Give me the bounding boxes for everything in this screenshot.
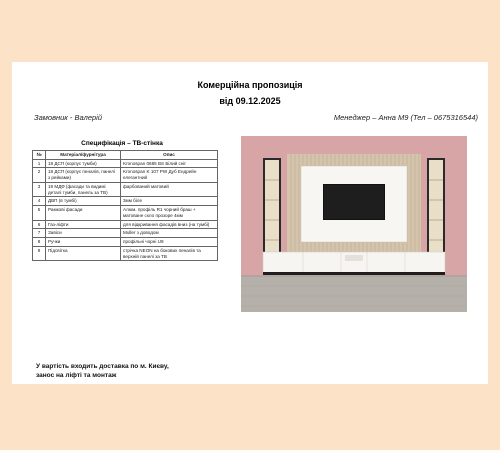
delivery-note-line2: занос на ліфті та монтаж bbox=[36, 372, 117, 380]
row-material: Завіси bbox=[46, 229, 121, 238]
row-number: 9 bbox=[33, 246, 46, 260]
row-material: 18 ДСП (корпус тумби) bbox=[46, 159, 121, 168]
row-number: 2 bbox=[33, 168, 46, 182]
row-material: Підсвітка bbox=[46, 246, 121, 260]
col-description: Опис bbox=[121, 151, 218, 160]
client-name: Замовник - Валерій bbox=[34, 113, 103, 122]
table-row bbox=[33, 168, 218, 182]
row-description: стрічка NEON на бокових пеналів та верхній панелі за ТВ bbox=[121, 246, 218, 260]
table-row bbox=[33, 182, 218, 196]
delivery-note bbox=[36, 362, 169, 381]
table-row bbox=[33, 220, 218, 229]
spec-header-row bbox=[33, 151, 218, 160]
row-description: профільні чорні U9 bbox=[121, 238, 218, 247]
proposal-page bbox=[12, 62, 488, 384]
table-row bbox=[33, 159, 218, 168]
row-number: 6 bbox=[33, 220, 46, 229]
row-description: Алюм. профіль R1 чорний браш + матоване скло прозоре 4мм bbox=[121, 206, 218, 220]
table-row bbox=[33, 238, 218, 247]
floor bbox=[241, 276, 467, 312]
row-description: 3мм біле bbox=[121, 197, 218, 206]
row-description: для відкривання фасадів вниз (на тумбі) bbox=[121, 220, 218, 229]
row-description: Kronospan 0685 BS Білий сніг bbox=[121, 159, 218, 168]
row-material: ДВП (в тумбі) bbox=[46, 197, 121, 206]
row-number: 8 bbox=[33, 238, 46, 247]
row-number: 7 bbox=[33, 229, 46, 238]
row-description: Kronospan K 107 PW Дуб Ендрейн елегантний bbox=[121, 168, 218, 182]
table-row bbox=[33, 246, 218, 260]
tv-wall-render bbox=[241, 136, 467, 312]
row-material: 18 ДСП (корпус пеналів, панелі з рейками) bbox=[46, 168, 121, 182]
row-number: 3 bbox=[33, 182, 46, 196]
table-row bbox=[33, 197, 218, 206]
spec-title: Специфікація – ТВ-стінка bbox=[81, 140, 163, 147]
row-description: фарбований матовий bbox=[121, 182, 218, 196]
row-material: Рамкові фасади bbox=[46, 206, 121, 220]
document-date: від 09.12.2025 bbox=[219, 96, 281, 106]
col-number: № bbox=[33, 151, 46, 160]
row-number: 4 bbox=[33, 197, 46, 206]
row-material: Ручки bbox=[46, 238, 121, 247]
row-number: 1 bbox=[33, 159, 46, 168]
col-material: Матеріал/фурнітура bbox=[46, 151, 121, 160]
row-description: Muller з доводом bbox=[121, 229, 218, 238]
console-device bbox=[345, 255, 363, 261]
row-number: 5 bbox=[33, 206, 46, 220]
table-row bbox=[33, 229, 218, 238]
spec-table bbox=[32, 150, 218, 261]
delivery-note-line1: У вартість входить доставка по м. Києву, bbox=[36, 363, 169, 370]
row-material: Газ-ліфти bbox=[46, 220, 121, 229]
table-row bbox=[33, 206, 218, 220]
document-title: Комерційна пропозиція bbox=[197, 80, 303, 90]
manager-info: Менеджер – Анна М9 (Тел – 0675316544) bbox=[333, 113, 478, 122]
row-material: 19 МДФ (фасади та видимі деталі тумби, панель за ТВ) bbox=[46, 182, 121, 196]
